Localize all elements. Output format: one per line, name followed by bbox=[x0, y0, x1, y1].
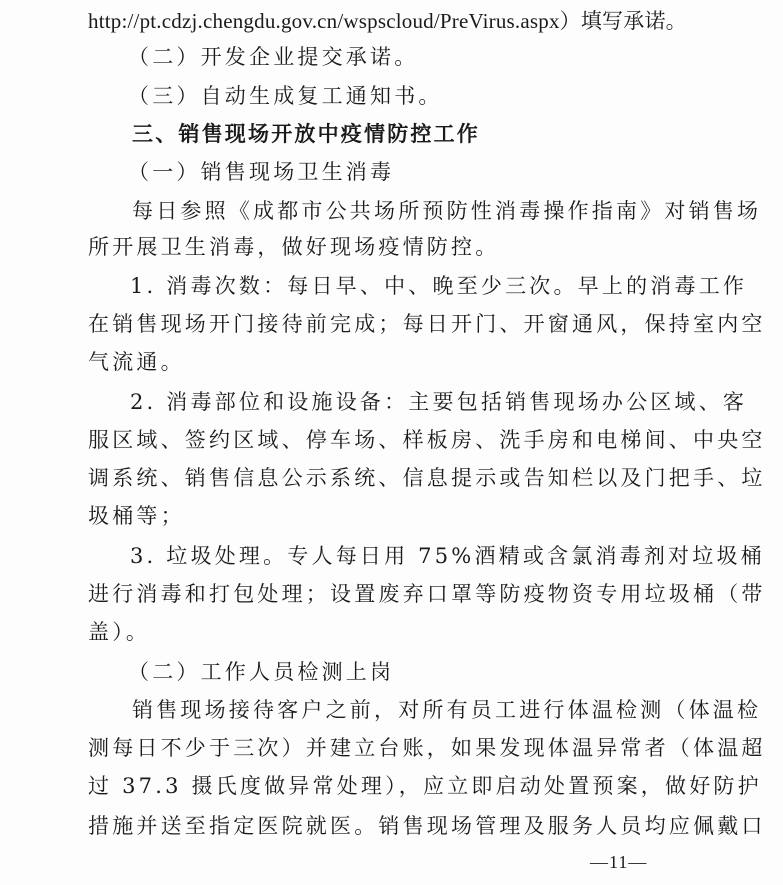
text-line: 在销售现场开门接待前完成；每日开门、开窗通风，保持室内空 bbox=[88, 312, 766, 336]
text-line: 过 37.3 摄氏度做异常处理），应立即启动处置预案，做好防护 bbox=[88, 774, 762, 798]
text-line: 所开展卫生消毒，做好现场疫情防控。 bbox=[88, 235, 500, 259]
text-line: 气流通。 bbox=[88, 350, 185, 374]
text-line: 3. 垃圾处理。专人每日用 75%酒精或含氯消毒剂对垃圾桶 bbox=[130, 544, 765, 568]
subsection-heading: （一）销售现场卫生消毒 bbox=[128, 160, 395, 184]
text-line: 措施并送至指定医院就医。销售现场管理及服务人员均应佩戴口 bbox=[88, 814, 766, 838]
text-line: http://pt.cdzj.chengdu.gov.cn/wspscloud/PreVirus.aspx）填写承诺。 bbox=[88, 9, 687, 33]
text-line: （三）自动生成复工通知书。 bbox=[128, 84, 443, 108]
text-line: 进行消毒和打包处理；设置废弃口罩等防疫物资专用垃圾桶（带 bbox=[88, 582, 766, 606]
text-line: （二）开发企业提交承诺。 bbox=[128, 45, 419, 69]
page-number: —11— bbox=[590, 852, 648, 872]
subsection-heading: （二）工作人员检测上岗 bbox=[128, 660, 395, 684]
text-line: 调系统、销售信息公示系统、信息提示或告知栏以及门把手、垃 bbox=[88, 466, 766, 490]
text-line: 盖）。 bbox=[88, 620, 151, 644]
text-line: 1. 消毒次数：每日早、中、晚至少三次。早上的消毒工作 bbox=[130, 274, 748, 298]
text-line: 圾桶等； bbox=[88, 504, 185, 528]
text-line: 每日参照《成都市公共场所预防性消毒操作指南》对销售场 bbox=[132, 199, 762, 223]
section-heading: 三、销售现场开放中疫情防控工作 bbox=[132, 122, 480, 146]
text-line: 销售现场接待客户之前，对所有员工进行体温检测（体温检 bbox=[132, 698, 762, 722]
text-line: 2. 消毒部位和设施设备：主要包括销售现场办公区域、客 bbox=[130, 390, 748, 414]
text-line: 服区域、签约区域、停车场、样板房、洗手房和电梯间、中央空 bbox=[88, 428, 766, 452]
text-line: 测每日不少于三次）并建立台账，如果发现体温异常者（体温超 bbox=[88, 736, 766, 760]
